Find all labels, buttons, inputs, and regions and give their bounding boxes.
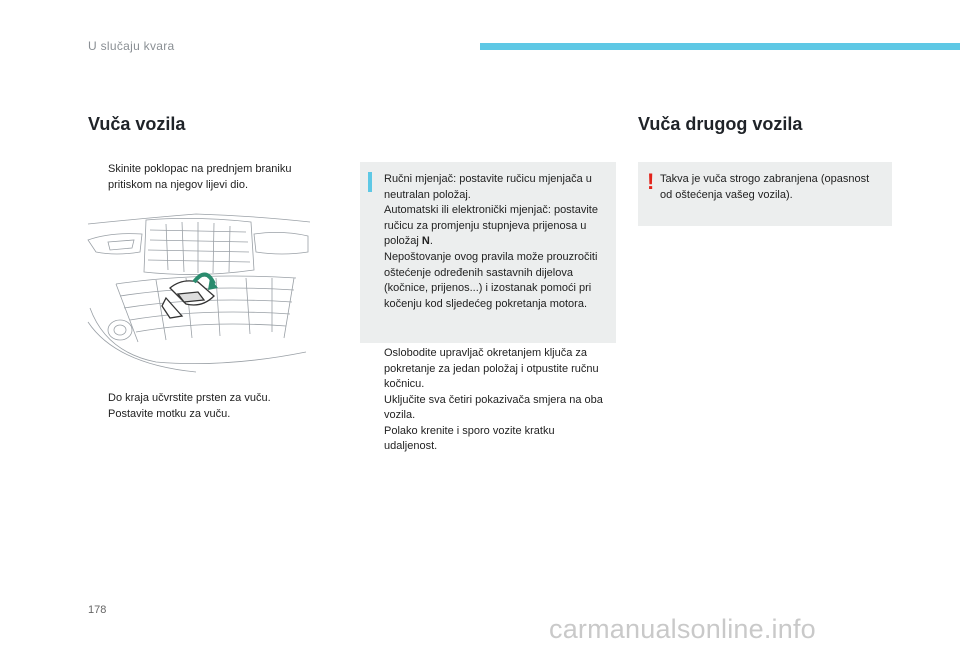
page-number: 178 bbox=[88, 604, 107, 616]
list-item: Do kraja učvrstite prsten za vuču. bbox=[108, 392, 271, 404]
bumper-illustration bbox=[86, 212, 312, 374]
title-vuca-vozila: Vuča vozila bbox=[88, 114, 186, 134]
list-item: Skinite poklopac na prednjem braniku pritiskom na njegov lijevi dio. bbox=[108, 163, 292, 191]
info-text: Ručni mjenjač: postavite ručicu mjenjača u neutralan položaj. Automatski ili elektronički mjenjač: postavite ručicu za promjenju stupnjeva prijenosa u položaj N. Nepoštovanje ovog pravila može prouzročiti oštećenje određenih sastavnih dijelova (kočnice, prijenos...) i izostanak pomoći pri kočenju kod sljedećeg pokretanja motora. bbox=[384, 173, 598, 310]
warning-icon: ! bbox=[647, 169, 655, 194]
section-label: U slučaju kvara bbox=[88, 39, 175, 53]
steps-top bbox=[88, 162, 328, 193]
info-icon bbox=[368, 172, 372, 192]
list-item: Polako krenite i sporo vozite kratku udaljenost. bbox=[384, 424, 555, 452]
header-accent-bar bbox=[480, 43, 960, 50]
watermark: carmanualsonline.info bbox=[549, 614, 816, 644]
list-item: Uključite sva četiri pokazivača smjera na oba vozila. bbox=[384, 393, 603, 421]
title-vuca-drugog-vozila: Vuča drugog vozila bbox=[638, 114, 803, 134]
list-item: Postavite motku za vuču. bbox=[108, 407, 231, 420]
info-box bbox=[360, 162, 616, 343]
warning-box bbox=[638, 162, 892, 226]
steps-bottom bbox=[88, 391, 328, 422]
list-item: Oslobodite upravljač okretanjem ključa za pokretanje za jedan položaj i otpustite ručnu kočnicu. bbox=[384, 347, 599, 390]
warning-text: Takva je vuča strogo zabranjena (opasnost od oštećenja vašeg vozila). bbox=[660, 173, 870, 201]
steps-middle bbox=[364, 346, 608, 455]
